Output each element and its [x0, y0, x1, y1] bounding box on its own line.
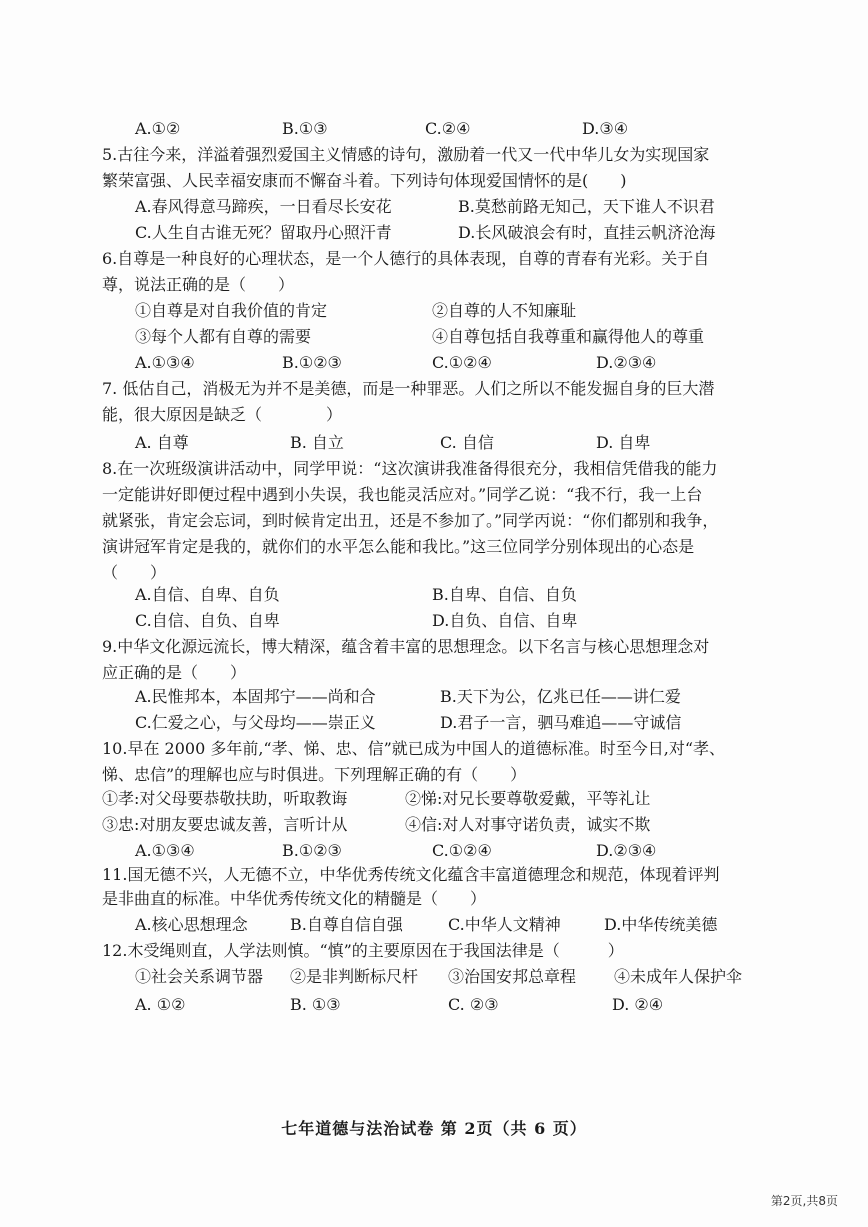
q7-option-b: B. 自立 [290, 433, 344, 452]
q12-option-a: A. ①② [135, 995, 186, 1014]
q10-stem-line1: 10.早在 2000 多年前,“孝、悌、忠、信”就已成为中国人的道德标准。时至今日,对“孝、 [102, 739, 726, 758]
page-counter: 第2页,共8页 [770, 1194, 838, 1208]
q9-option-c: C.仁爱之心，与父母均——崇正义 [135, 713, 376, 732]
q5-stem-line2: 繁荣富强、人民幸福安康而不懈奋斗着。下列诗句体现爱国情怀的是( ) [102, 171, 627, 190]
q8-stem-line2: 一定能讲好即便过程中遇到小失误，我也能灵活应对。”同学乙说：“我不行，我一上台 [102, 485, 703, 504]
q7-option-c: C. 自信 [440, 433, 494, 452]
q9-option-d: D.君子一言，驷马难追——守诚信 [440, 713, 682, 732]
q10-statement-4: ④信:对人对事守诺负责，诚实不欺 [405, 815, 651, 834]
q8-option-a: A.自信、自卑、自负 [135, 585, 280, 604]
q4-option-a: A.①② [135, 119, 181, 138]
q5-option-b: B.莫愁前路无知己，天下谁人不识君 [458, 197, 715, 216]
q8-stem-line3: 就紧张，肯定会忘词，到时候肯定出丑，还是不参加了。”同学丙说：“你们都别和我争， [102, 511, 719, 530]
q5-option-a: A.春风得意马蹄疾，一日看尽长安花 [135, 197, 392, 216]
q10-option-c: C.①②④ [432, 841, 492, 860]
q11-option-a: A.核心思想理念 [135, 915, 248, 934]
q10-statement-2: ②悌:对兄长要尊敬爱戴，平等礼让 [405, 789, 651, 808]
q4-option-b: B.①③ [282, 119, 328, 138]
q9-option-b: B.天下为公，亿兆已任——讲仁爱 [440, 687, 681, 706]
q8-stem-line5: （ ） [102, 563, 167, 582]
q7-option-a: A. 自尊 [135, 433, 189, 452]
q11-stem-line2: 是非曲直的标准。中华优秀传统文化的精髓是（ ） [102, 889, 487, 908]
q10-stem-line2: 悌、忠信”的理解也应与时俱进。下列理解正确的有（ ） [102, 765, 527, 784]
q8-option-d: D.自负、自信、自卑 [432, 611, 578, 630]
q11-option-c: C.中华人文精神 [448, 915, 561, 934]
q7-stem-line1: 7. 低估自己，消极无为并不是美德，而是一种罪恶。人们之所以不能发掘自身的巨大潜 [102, 379, 715, 398]
q7-option-d: D. 自卑 [596, 433, 651, 452]
q4-option-d: D.③④ [582, 119, 629, 138]
q9-stem-line2: 应正确的是（ ） [102, 663, 247, 682]
q10-statement-1: ①孝:对父母要恭敬扶助，听取教诲 [102, 789, 348, 808]
q5-option-c: C.人生自古谁无死？留取丹心照汗青 [135, 223, 392, 242]
page-footer: 七年道德与法治试卷 第 2页（共 6 页） [281, 1119, 587, 1138]
q10-option-d: D.②③④ [596, 841, 657, 860]
q12-stem-line1: 12.木受绳则直，人学法则慎。“慎”的主要原因在于我国法律是（ ） [102, 941, 624, 960]
q5-option-d: D.长风破浪会有时，直挂云帆济沧海 [458, 223, 716, 242]
q5-stem-line1: 5.古往今来，洋溢着强烈爱国主义情感的诗句，激励着一代又一代中华儿女为实现国家 [102, 145, 710, 164]
q7-stem-line2: 能，很大原因是缺乏（ ） [102, 405, 343, 424]
q9-stem-line1: 9.中华文化源远流长，博大精深，蕴含着丰富的思想理念。以下名言与核心思想理念对 [102, 637, 710, 656]
q12-statement-2: ②是非判断标尺杆 [290, 967, 419, 986]
q10-statement-3: ③忠:对朋友要忠诚友善，言听计从 [102, 815, 348, 834]
q6-option-d: D.②③④ [596, 353, 657, 372]
q4-option-c: C.②④ [425, 119, 471, 138]
q12-option-b: B. ①③ [290, 995, 341, 1014]
q8-stem-line1: 8.在一次班级演讲活动中，同学甲说：“这次演讲我准备得很充分，我相信凭借我的能力 [102, 459, 718, 478]
q11-stem-line1: 11.国无德不兴，人无德不立，中华优秀传统文化蕴含丰富道德理念和规范，体现着评判 [102, 865, 720, 884]
q12-option-c: C. ②③ [448, 995, 499, 1014]
q6-stem-line1: 6.自尊是一种良好的心理状态，是一个人德行的具体表现，自尊的青春有光彩。关于自 [102, 249, 710, 268]
q6-statement-4: ④自尊包括自我尊重和赢得他人的尊重 [432, 327, 705, 346]
q6-stem-line2: 尊，说法正确的是（ ） [102, 275, 295, 294]
q8-option-c: C.自信、自负、自卑 [135, 611, 280, 630]
q8-option-b: B.自卑、自信、自负 [432, 585, 577, 604]
q6-option-b: B.①②③ [282, 353, 342, 372]
q8-stem-line4: 演讲冠军肯定是我的，就你们的水平怎么能和我比。”这三位同学分别体现出的心态是 [102, 537, 695, 556]
q11-option-b: B.自尊自信自强 [290, 915, 403, 934]
q12-statement-3: ③治国安邦总章程 [448, 967, 577, 986]
q11-option-d: D.中华传统美德 [604, 915, 718, 934]
q6-option-a: A.①③④ [135, 353, 195, 372]
q6-statement-2: ②自尊的人不知廉耻 [432, 301, 577, 320]
q9-option-a: A.民惟邦本，本固邦宁——尚和合 [135, 687, 376, 706]
q6-statement-1: ①自尊是对自我价值的肯定 [135, 301, 328, 320]
q6-statement-3: ③每个人都有自尊的需要 [135, 327, 312, 346]
q12-statement-4: ④未成年人保护伞 [614, 967, 743, 986]
q12-option-d: D. ②④ [612, 995, 664, 1014]
q6-option-c: C.①②④ [432, 353, 492, 372]
q10-option-b: B.①②③ [282, 841, 342, 860]
q10-option-a: A.①③④ [135, 841, 195, 860]
q12-statement-1: ①社会关系调节器 [135, 967, 264, 986]
